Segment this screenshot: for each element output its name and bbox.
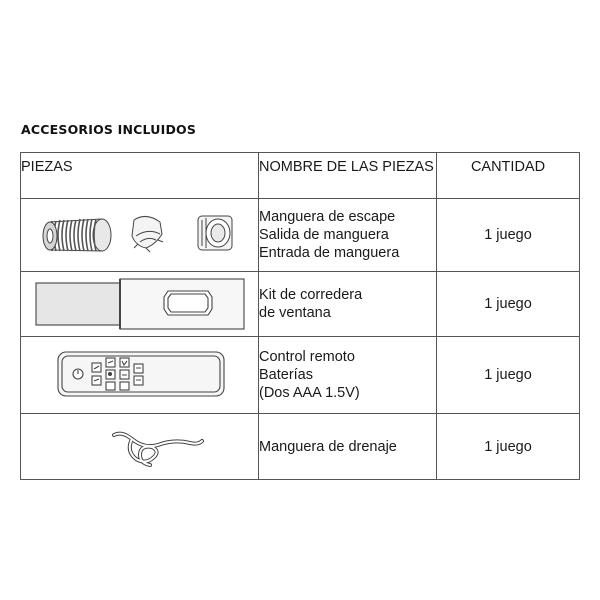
- section-title: ACCESORIOS INCLUIDOS: [21, 122, 197, 137]
- part-name-line: Manguera de escape: [259, 209, 396, 225]
- quantity-cell: 1 juego: [437, 414, 580, 480]
- header-quantity: CANTIDAD: [437, 153, 580, 199]
- accessories-table: [20, 152, 580, 480]
- hose-adapters-illustration: [22, 200, 258, 270]
- table-row: [21, 272, 580, 337]
- part-image-cell: [21, 414, 259, 480]
- part-image-cell: [21, 199, 259, 272]
- part-name-line: Entrada de manguera: [259, 245, 400, 261]
- table-row: [21, 337, 580, 414]
- part-name-cell: [259, 199, 437, 272]
- part-name-cell: [259, 414, 437, 480]
- part-name-cell: [259, 272, 437, 337]
- table-row: [21, 414, 580, 480]
- part-name-line: Salida de manguera: [259, 227, 389, 243]
- part-name-line: Control remoto: [259, 349, 355, 365]
- quantity-cell: 1 juego: [437, 272, 580, 337]
- part-name-line: Kit de corredera: [259, 287, 363, 303]
- part-image-cell: [21, 272, 259, 337]
- quantity-cell: 1 juego: [437, 337, 580, 414]
- header-pieces: PIEZAS: [21, 153, 259, 199]
- part-name-cell: [259, 337, 437, 414]
- part-image-cell: [21, 337, 259, 414]
- table-row: [21, 199, 580, 272]
- remote-control-illustration: [22, 338, 258, 412]
- part-name-line: (Dos AAA 1.5V): [259, 385, 360, 401]
- drain-hose-illustration: [22, 415, 258, 478]
- header-part-name: NOMBRE DE LAS PIEZAS: [259, 153, 437, 199]
- part-name-line: de ventana: [259, 305, 331, 321]
- part-name-line: Manguera de drenaje: [259, 438, 397, 455]
- part-name-line: Baterías: [259, 367, 313, 383]
- window-slider-illustration: [22, 273, 258, 335]
- quantity-cell: 1 juego: [437, 199, 580, 272]
- table-header-row: [21, 153, 580, 199]
